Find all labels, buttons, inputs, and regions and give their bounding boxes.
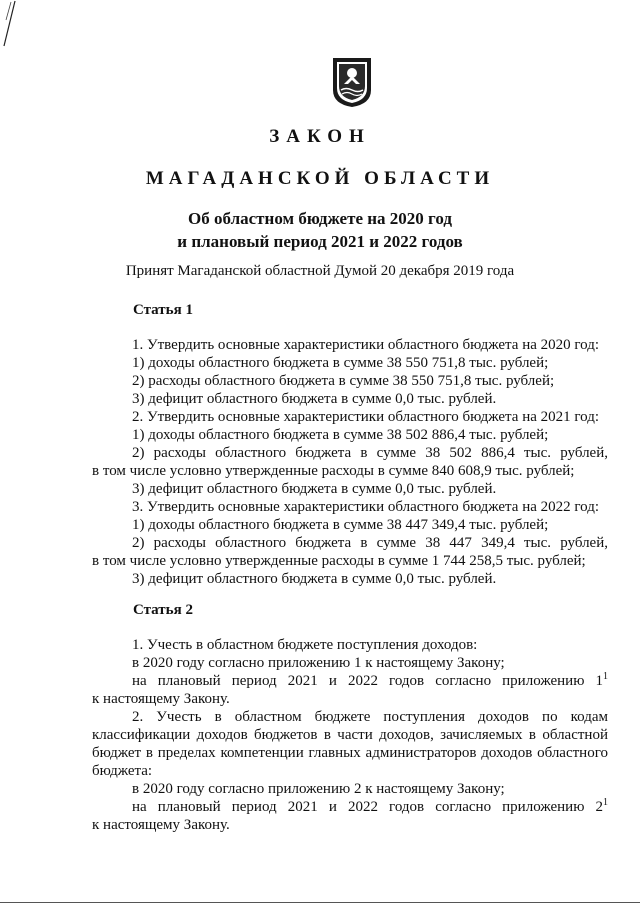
article-1-line: в том числе условно утвержденные расходы в сумме 1 744 258,5 тыс. рублей;	[92, 553, 586, 569]
title-line-1: Об областном бюджете на 2020 год	[188, 209, 452, 228]
article-1-heading: Статья 1	[133, 302, 193, 318]
document-type: ЗАКОН	[269, 126, 371, 147]
title-line-2: и плановый период 2021 и 2022 годов	[177, 232, 463, 251]
article-1-line: 1) доходы областного бюджета в сумме 38 447 349,4 тыс. рублей;	[132, 517, 549, 533]
article-2-line: на плановый период 2021 и 2022 годов согласно приложению $1^1$	[132, 671, 608, 689]
article-2-line: бюджет в пределах компетенции главных администраторов доходов областного	[92, 745, 608, 761]
article-2-line: 2. Учесть в областном бюджете поступления доходов по кодам	[132, 709, 608, 725]
issuing-region: МАГАДАНСКОЙ ОБЛАСТИ	[145, 168, 495, 189]
article-1-line: 3) дефицит областного бюджета в сумме 0,0 тыс. рублей.	[132, 571, 497, 587]
page-bottom-edge	[0, 902, 640, 903]
article-1-line: 3) дефицит областного бюджета в сумме 0,0 тыс. рублей.	[132, 481, 497, 497]
article-1-line: в том числе условно утвержденные расходы в сумме 840 608,9 тыс. рублей;	[92, 463, 575, 479]
article-2-line: к настоящему Закону.	[92, 817, 230, 833]
article-2-line: на плановый период 2021 и 2022 годов согласно приложению $2^1$	[132, 797, 608, 815]
article-1-line: 2. Утвердить основные характеристики областного бюджета на 2021 год:	[132, 409, 600, 425]
article-1-line: 3) дефицит областного бюджета в сумме 0,0 тыс. рублей.	[132, 391, 497, 407]
article-1-line: 2) расходы областного бюджета в сумме 38 502 886,4 тыс. рублей,	[132, 445, 608, 461]
article-1-line: 2) расходы областного бюджета в сумме 38 447 349,4 тыс. рублей,	[132, 535, 608, 551]
superscript: 1	[603, 797, 608, 808]
article-2-line: в 2020 году согласно приложению 2 к настоящему Закону;	[132, 781, 505, 797]
article-2-line: к настоящему Закону.	[92, 691, 230, 707]
article-2-heading: Статья 2	[133, 602, 193, 618]
pen-mark	[2, 0, 18, 48]
article-1-line: 2) расходы областного бюджета в сумме 38 550 751,8 тыс. рублей;	[132, 373, 555, 389]
article-1-line: 1) доходы областного бюджета в сумме 38 550 751,8 тыс. рублей;	[132, 355, 549, 371]
adoption-note: Принят Магаданской областной Думой 20 декабря 2019 года	[125, 263, 515, 279]
article-2-line: в 2020 году согласно приложению 1 к настоящему Закону;	[132, 655, 505, 671]
document-title	[0, 207, 640, 253]
article-1-line: 1) доходы областного бюджета в сумме 38 502 886,4 тыс. рублей;	[132, 427, 549, 443]
article-1-line: 1. Утвердить основные характеристики областного бюджета на 2020 год:	[132, 337, 600, 353]
coat-of-arms-icon	[331, 56, 373, 108]
superscript: 1	[603, 671, 608, 682]
article-1-line: 3. Утвердить основные характеристики областного бюджета на 2022 год:	[132, 499, 600, 515]
article-2-line: классификации доходов бюджетов в части доходов, зачисляемых в областной	[92, 727, 608, 743]
article-2-line: 1. Учесть в областном бюджете поступления доходов:	[132, 637, 478, 653]
article-2-line: бюджета:	[92, 763, 153, 779]
